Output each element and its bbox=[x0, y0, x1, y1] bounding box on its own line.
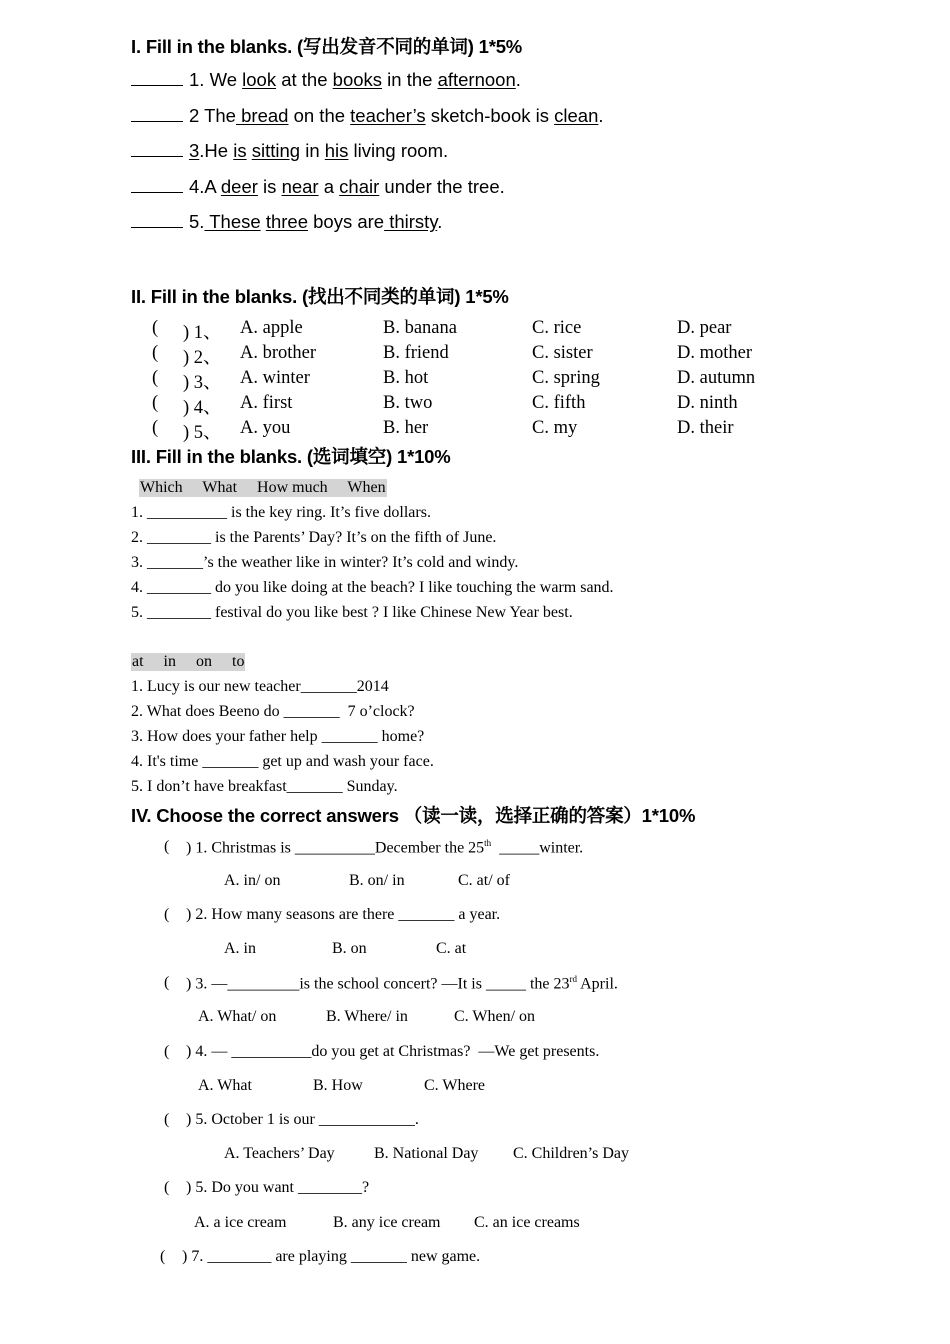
option-d: D. pear bbox=[677, 318, 732, 338]
option-b: B. any ice cream bbox=[333, 1214, 441, 1231]
option-a: A. brother bbox=[240, 343, 317, 363]
word-box-1: Which What How much When bbox=[140, 479, 386, 496]
option-b: B. hot bbox=[383, 368, 429, 388]
answer-blank[interactable] bbox=[131, 213, 183, 228]
part4-q2: ) 2. How many seasons are there _______ a year. bbox=[186, 906, 501, 923]
part2-paren[interactable]: ( bbox=[152, 318, 159, 338]
part3-q3: 3. _______’s the weather like in winter? It’s cold and windy. bbox=[131, 554, 519, 571]
part3-p2: 2. What does Beeno do _______ 7 o’clock? bbox=[131, 703, 415, 720]
part4-q4: ) 4. — __________do you get at Christmas? —We get presents. bbox=[186, 1043, 600, 1060]
question-text: ) 3. —_________is the school concert? —It is _____ the 23 bbox=[186, 975, 570, 993]
answer-paren[interactable]: ( bbox=[164, 1179, 170, 1196]
text: living room. bbox=[348, 140, 449, 161]
underlined-word: his bbox=[324, 140, 349, 161]
answer-paren[interactable]: ( bbox=[164, 838, 170, 855]
item-number: 2 The bbox=[189, 105, 236, 126]
option-c: C. spring bbox=[532, 368, 600, 388]
answer-paren[interactable]: ( bbox=[164, 1043, 170, 1060]
text: a bbox=[318, 176, 340, 197]
option-c: C. fifth bbox=[532, 393, 586, 413]
option-b: B. National Day bbox=[374, 1145, 479, 1162]
underlined-word: three bbox=[265, 211, 308, 232]
part2-num: ) 5、 bbox=[183, 423, 222, 443]
option-b: B. on bbox=[332, 940, 367, 957]
part2-paren[interactable]: ( bbox=[152, 368, 159, 388]
underlined-word: bread bbox=[235, 105, 289, 126]
part2-paren[interactable]: ( bbox=[152, 418, 159, 438]
option-c: C. my bbox=[532, 418, 578, 438]
part3-p5: 5. I don’t have breakfast_______ Sunday. bbox=[131, 778, 398, 795]
part2-num: ) 3、 bbox=[183, 373, 222, 393]
part3-q2: 2. ________ is the Parents’ Day? It’s on the fifth of June. bbox=[131, 529, 497, 546]
part2-num: ) 1、 bbox=[183, 323, 222, 343]
option-c: C. at bbox=[436, 940, 467, 957]
answer-paren[interactable]: ( bbox=[164, 1111, 170, 1128]
underlined-word: books bbox=[332, 69, 383, 90]
part3-p4: 4. It's time _______ get up and wash your face. bbox=[131, 753, 434, 770]
text: sketch-book is bbox=[425, 105, 555, 126]
text: is bbox=[257, 176, 282, 197]
section-1-title: I. Fill in the blanks. (写出发音不同的单词) 1*5% bbox=[131, 36, 523, 57]
question-text: ) 1. Christmas is __________December the 25 bbox=[186, 839, 485, 857]
text: . bbox=[598, 105, 604, 126]
part1-item-4 bbox=[131, 176, 505, 198]
part2-num: ) 2、 bbox=[183, 348, 222, 368]
option-b: B. Where/ in bbox=[326, 1008, 408, 1025]
option-b: B. her bbox=[383, 418, 429, 438]
superscript: th bbox=[484, 838, 492, 848]
option-c: C. at/ of bbox=[458, 872, 510, 889]
part2-paren[interactable]: ( bbox=[152, 343, 159, 363]
text: on the bbox=[288, 105, 351, 126]
part4-q7: ) 7. ________ are playing _______ new game. bbox=[182, 1248, 481, 1265]
text: in the bbox=[382, 69, 438, 90]
text: under the tree. bbox=[379, 176, 505, 197]
item-number: 5. bbox=[189, 211, 205, 232]
option-a: A. you bbox=[240, 418, 291, 438]
section-4-title: IV. Choose the correct answers （读一读，选择正确的答案）1*10% bbox=[131, 805, 696, 826]
underlined-word: look bbox=[242, 69, 277, 90]
option-a: A. winter bbox=[240, 368, 310, 388]
underlined-word: clean bbox=[554, 105, 599, 126]
answer-paren[interactable]: ( bbox=[164, 906, 170, 923]
question-text: April. bbox=[577, 975, 618, 993]
part4-q3 bbox=[186, 974, 618, 993]
answer-blank[interactable] bbox=[131, 142, 183, 157]
option-b: B. friend bbox=[383, 343, 449, 363]
option-d: D. their bbox=[677, 418, 734, 438]
option-c: C. rice bbox=[532, 318, 582, 338]
part4-q5: ) 5. October 1 is our ____________. bbox=[186, 1111, 419, 1128]
option-c: C. When/ on bbox=[454, 1008, 536, 1025]
underlined-word: These bbox=[204, 211, 261, 232]
part2-num: ) 4、 bbox=[183, 398, 222, 418]
item-number: 3 bbox=[189, 140, 200, 161]
text: . bbox=[437, 211, 443, 232]
underlined-word: thirsty bbox=[384, 211, 438, 232]
underlined-word: afternoon bbox=[437, 69, 516, 90]
option-b: B. on/ in bbox=[349, 872, 405, 889]
text: at the bbox=[276, 69, 333, 90]
part2-paren[interactable]: ( bbox=[152, 393, 159, 413]
section-3-title: III. Fill in the blanks. (选词填空) 1*10% bbox=[131, 446, 451, 467]
text: in bbox=[300, 140, 325, 161]
part3-q5: 5. ________ festival do you like best ? I like Chinese New Year best. bbox=[131, 604, 573, 621]
part1-item-5 bbox=[131, 211, 442, 233]
item-number: 4.A bbox=[189, 176, 221, 197]
answer-paren[interactable]: ( bbox=[160, 1248, 166, 1265]
part1-item-3 bbox=[131, 140, 448, 162]
option-a: A. What bbox=[198, 1077, 252, 1094]
text: . bbox=[515, 69, 521, 90]
option-b: B. two bbox=[383, 393, 433, 413]
option-a: A. Teachers’ Day bbox=[224, 1145, 335, 1162]
option-a: A. in bbox=[224, 940, 256, 957]
part1-item-2 bbox=[131, 105, 604, 127]
item-number: 1. We bbox=[189, 69, 243, 90]
answer-paren[interactable]: ( bbox=[164, 974, 170, 991]
option-c: C. Children’s Day bbox=[513, 1145, 629, 1162]
part1-item-1 bbox=[131, 69, 521, 91]
text: boys are bbox=[307, 211, 385, 232]
part4-q6: ) 5. Do you want ________? bbox=[186, 1179, 370, 1196]
underlined-word: is bbox=[233, 140, 247, 161]
option-b: B. banana bbox=[383, 318, 457, 338]
option-a: A. apple bbox=[240, 318, 303, 338]
superscript: rd bbox=[569, 974, 577, 984]
underlined-word: deer bbox=[220, 176, 258, 197]
option-d: D. mother bbox=[677, 343, 753, 363]
part3-p3: 3. How does your father help _______ home? bbox=[131, 728, 425, 745]
part3-q1: 1. __________ is the key ring. It’s five dollars. bbox=[131, 504, 431, 521]
underlined-word: teacher’s bbox=[350, 105, 426, 126]
option-c: C. Where bbox=[424, 1077, 486, 1094]
answer-blank[interactable] bbox=[131, 71, 183, 86]
text: .He bbox=[199, 140, 234, 161]
option-d: D. ninth bbox=[677, 393, 738, 413]
option-a: A. in/ on bbox=[224, 872, 281, 889]
underlined-word: sitting bbox=[251, 140, 301, 161]
option-a: A. first bbox=[240, 393, 293, 413]
option-c: C. sister bbox=[532, 343, 593, 363]
question-text: _____winter. bbox=[491, 839, 584, 857]
part4-q1 bbox=[186, 838, 583, 857]
answer-blank[interactable] bbox=[131, 107, 183, 122]
option-a: A. What/ on bbox=[198, 1008, 277, 1025]
underlined-word: near bbox=[281, 176, 319, 197]
option-c: C. an ice creams bbox=[474, 1214, 580, 1231]
section-2-title: II. Fill in the blanks. (找出不同类的单词) 1*5% bbox=[131, 286, 509, 307]
option-a: A. a ice cream bbox=[194, 1214, 287, 1231]
option-d: D. autumn bbox=[677, 368, 756, 388]
underlined-word: chair bbox=[339, 176, 380, 197]
part3-p1: 1. Lucy is our new teacher_______2014 bbox=[131, 678, 389, 695]
option-b: B. How bbox=[313, 1077, 363, 1094]
answer-blank[interactable] bbox=[131, 178, 183, 193]
word-box-2: at in on to bbox=[132, 653, 245, 670]
part3-q4: 4. ________ do you like doing at the beach? I like touching the warm sand. bbox=[131, 579, 614, 596]
